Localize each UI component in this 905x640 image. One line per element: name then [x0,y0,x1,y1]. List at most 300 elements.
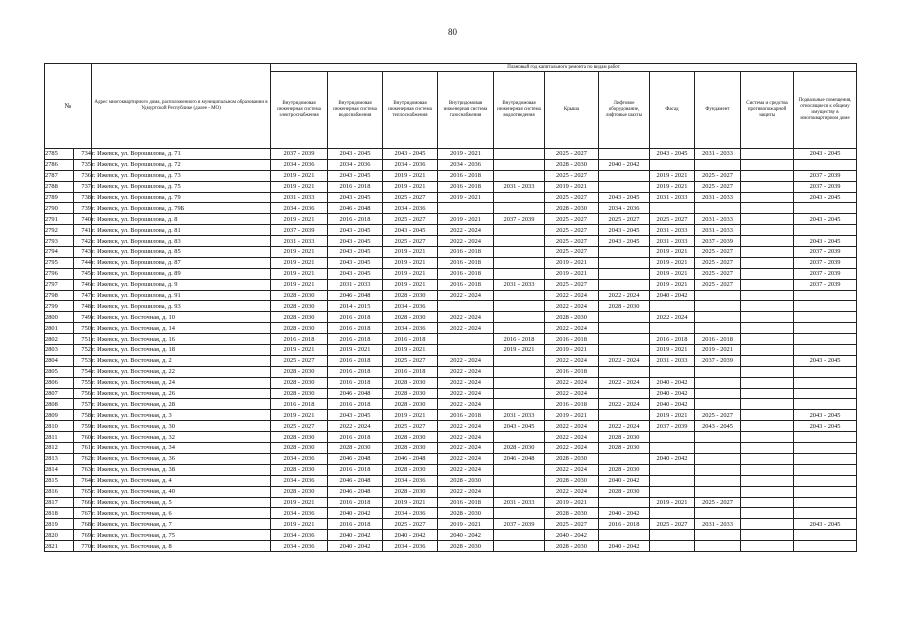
table-row [45,203,857,214]
table-row [45,410,857,421]
repair-period-cell [695,290,741,301]
repair-period-cell: 2025 - 2027 [695,257,741,268]
repair-period-cell: 2025 - 2027 [383,421,438,432]
repair-period-cell: 2019 - 2021 [695,345,741,356]
table-row [45,312,857,323]
row-number: 2816 [45,486,74,497]
repair-period-cell [741,247,794,258]
repair-period-cell [741,225,794,236]
repair-period-cell: 2028 - 2030 [438,508,494,519]
repair-period-cell: 2034 - 2036 [383,301,438,312]
municipal-row-number: 765 [74,486,92,497]
municipal-row-number: 756 [74,388,92,399]
row-number: 2807 [45,388,74,399]
repair-period-cell [494,388,545,399]
row-number: 2813 [45,453,74,464]
row-number: 2791 [45,214,74,225]
repair-period-cell [794,312,857,323]
municipal-row-number: 769 [74,530,92,541]
repair-period-cell [494,170,545,181]
repair-period-cell [741,355,794,366]
repair-period-cell: 2034 - 2036 [271,508,328,519]
repair-period-cell: 2034 - 2036 [383,323,438,334]
row-number: 2786 [45,159,74,170]
repair-period-cell [794,530,857,541]
repair-period-cell: 2022 - 2024 [545,323,599,334]
table-row [45,453,857,464]
repair-period-cell: 2040 - 2042 [599,475,650,486]
row-number: 2797 [45,279,74,290]
repair-period-cell [741,257,794,268]
repair-period-cell: 2016 - 2018 [438,181,494,192]
repair-period-cell: 2025 - 2027 [650,519,695,530]
repair-period-cell [599,530,650,541]
repair-period-cell: 2043 - 2045 [794,410,857,421]
municipal-row-number: 749 [74,312,92,323]
repair-period-cell: 2028 - 2030 [545,159,599,170]
repair-period-cell: 2046 - 2048 [494,453,545,464]
table-row [45,301,857,312]
repair-period-cell: 2025 - 2027 [545,247,599,258]
table-row [45,377,857,388]
repair-period-cell: 2016 - 2018 [438,257,494,268]
repair-period-cell: 2022 - 2024 [599,355,650,366]
table-row [45,290,857,301]
repair-period-cell: 2037 - 2039 [794,257,857,268]
repair-period-cell [741,323,794,334]
repair-period-cell: 2022 - 2024 [438,443,494,454]
municipal-row-number: 760 [74,432,92,443]
municipal-row-number: 763 [74,464,92,475]
repair-period-cell: 2019 - 2021 [650,279,695,290]
repair-period-cell: 2019 - 2021 [271,279,328,290]
municipal-row-number: 738 [74,192,92,203]
repair-period-cell: 2022 - 2024 [545,443,599,454]
repair-period-cell: 2025 - 2027 [695,170,741,181]
work-type-header: Внутридомовая инженерная система водоснабжения [328,72,383,149]
house-address: г. Ижевск, ул. Восточная, д. 28 [92,399,271,410]
repair-period-cell [741,432,794,443]
repair-period-cell: 2019 - 2021 [271,170,328,181]
repair-period-cell: 2022 - 2024 [438,388,494,399]
repair-period-cell: 2040 - 2042 [328,530,383,541]
repair-period-cell [494,159,545,170]
repair-period-cell: 2019 - 2021 [650,497,695,508]
repair-period-cell [599,497,650,508]
repair-period-cell [741,312,794,323]
table-row [45,508,857,519]
repair-period-cell: 2016 - 2018 [328,181,383,192]
repair-period-cell: 2031 - 2033 [650,192,695,203]
row-number: 2810 [45,421,74,432]
repair-period-cell: 2043 - 2045 [794,355,857,366]
repair-period-cell [494,192,545,203]
table-row [45,268,857,279]
row-number: 2795 [45,257,74,268]
municipal-row-number: 739 [74,203,92,214]
repair-period-cell: 2028 - 2030 [328,443,383,454]
repair-period-cell: 2019 - 2021 [271,410,328,421]
repair-period-cell: 2025 - 2027 [545,170,599,181]
repair-period-cell: 2019 - 2021 [650,247,695,258]
table-row [45,345,857,356]
repair-period-cell [494,355,545,366]
repair-period-cell [741,497,794,508]
page-number: 80 [448,27,457,37]
repair-period-cell: 2028 - 2030 [545,453,599,464]
repair-period-cell [494,377,545,388]
repair-period-cell [650,366,695,377]
repair-period-cell: 2031 - 2033 [271,236,328,247]
repair-period-cell: 2025 - 2027 [383,236,438,247]
row-number: 2805 [45,366,74,377]
repair-period-cell: 2040 - 2042 [383,530,438,541]
row-number: 2820 [45,530,74,541]
repair-period-cell: 2043 - 2045 [328,268,383,279]
repair-period-cell: 2034 - 2036 [271,453,328,464]
repair-period-cell: 2019 - 2021 [383,247,438,258]
repair-period-cell: 2025 - 2027 [695,181,741,192]
repair-period-cell: 2016 - 2018 [545,334,599,345]
row-number: 2818 [45,508,74,519]
repair-period-cell: 2028 - 2030 [599,432,650,443]
repair-period-cell: 2022 - 2024 [438,366,494,377]
repair-period-cell [695,486,741,497]
repair-period-cell: 2025 - 2027 [383,519,438,530]
repair-period-cell: 2016 - 2018 [328,399,383,410]
table-row [45,432,857,443]
repair-period-cell: 2028 - 2030 [599,486,650,497]
repair-period-cell: 2025 - 2027 [545,192,599,203]
row-number: 2796 [45,268,74,279]
repair-period-cell [650,432,695,443]
row-number: 2806 [45,377,74,388]
municipal-row-number: 768 [74,519,92,530]
repair-period-cell: 2037 - 2039 [494,214,545,225]
municipal-row-number: 758 [74,410,92,421]
capital-repair-schedule-table [44,63,857,552]
repair-period-cell: 2022 - 2024 [650,312,695,323]
repair-period-cell [599,181,650,192]
house-address: г. Ижевск, ул. Восточная, д. 2 [92,355,271,366]
repair-period-cell: 2043 - 2045 [328,236,383,247]
repair-period-cell: 2031 - 2033 [494,181,545,192]
repair-period-cell: 2028 - 2030 [271,377,328,388]
repair-period-cell [494,432,545,443]
repair-period-cell: 2022 - 2024 [545,432,599,443]
repair-period-cell [695,464,741,475]
repair-period-cell: 2034 - 2036 [271,541,328,552]
repair-period-cell: 2043 - 2045 [794,519,857,530]
house-address: г. Ижевск, ул. Восточная, д. 7 [92,519,271,530]
repair-period-cell [794,399,857,410]
house-address: г. Ижевск, ул. Восточная, д. 24 [92,377,271,388]
repair-period-cell [650,486,695,497]
repair-period-cell: 2022 - 2024 [438,312,494,323]
work-type-header: Внутридомовая инженерная система водоотведения [494,72,545,149]
repair-period-cell: 2046 - 2048 [383,453,438,464]
repair-period-cell: 2043 - 2045 [383,225,438,236]
house-address: г. Ижевск, ул. Восточная, д. 34 [92,443,271,454]
repair-period-cell [741,464,794,475]
repair-period-cell: 2043 - 2045 [328,247,383,258]
repair-period-cell: 2019 - 2021 [271,247,328,258]
repair-period-cell [741,388,794,399]
repair-period-cell: 2034 - 2036 [383,203,438,214]
row-number: 2793 [45,236,74,247]
repair-period-cell [695,312,741,323]
address-column-header: Адрес многоквартирного дома, расположенного в муниципальном образовании в Удмуртской Республике (далее - МО) [92,64,271,149]
repair-period-cell: 2028 - 2030 [545,312,599,323]
table-row [45,192,857,203]
repair-period-cell: 2031 - 2033 [650,355,695,366]
repair-period-cell: 2043 - 2045 [794,192,857,203]
repair-period-cell: 2046 - 2048 [328,453,383,464]
row-number: 2799 [45,301,74,312]
repair-period-cell: 2025 - 2027 [545,225,599,236]
repair-period-cell: 2028 - 2030 [271,290,328,301]
repair-period-cell: 2040 - 2042 [545,530,599,541]
repair-period-cell: 2016 - 2018 [383,366,438,377]
repair-period-cell: 2019 - 2021 [494,345,545,356]
repair-period-cell [438,334,494,345]
repair-period-cell [695,323,741,334]
repair-period-cell: 2019 - 2021 [383,279,438,290]
repair-period-cell: 2019 - 2021 [271,268,328,279]
row-number: 2794 [45,247,74,258]
repair-period-cell: 2025 - 2027 [545,214,599,225]
house-address: г. Ижевск, ул. Ворошилова, д. 91 [92,290,271,301]
repair-period-cell: 2040 - 2042 [650,388,695,399]
repair-period-cell [695,541,741,552]
municipal-row-number: 750 [74,323,92,334]
table-row [45,399,857,410]
repair-period-cell: 2022 - 2024 [438,432,494,443]
house-address: г. Ижевск, ул. Ворошилова, д. 75 [92,181,271,192]
repair-period-cell: 2019 - 2021 [328,345,383,356]
table-row [45,159,857,170]
repair-period-cell [494,312,545,323]
repair-period-cell: 2019 - 2021 [438,214,494,225]
municipal-row-number: 751 [74,334,92,345]
repair-period-cell: 2019 - 2021 [271,214,328,225]
repair-period-cell [695,475,741,486]
repair-period-cell: 2037 - 2039 [271,149,328,160]
repair-period-cell [794,475,857,486]
repair-period-cell: 2019 - 2021 [650,170,695,181]
repair-period-cell: 2031 - 2033 [494,410,545,421]
repair-period-cell: 2028 - 2030 [271,388,328,399]
repair-period-cell: 2022 - 2024 [438,355,494,366]
row-number: 2819 [45,519,74,530]
table-row [45,530,857,541]
repair-period-cell: 2016 - 2018 [328,377,383,388]
row-number: 2788 [45,181,74,192]
repair-period-cell: 2014 - 2015 [328,301,383,312]
repair-period-cell: 2034 - 2036 [271,530,328,541]
municipal-row-number: 744 [74,257,92,268]
municipal-row-number: 766 [74,497,92,508]
repair-period-cell: 2046 - 2048 [328,486,383,497]
repair-period-cell: 2019 - 2021 [383,345,438,356]
repair-period-cell: 2025 - 2027 [383,355,438,366]
house-address: г. Ижевск, ул. Восточная, д. 6 [92,508,271,519]
work-type-header: Лифтовое оборудование, лифтовые шахты [599,72,650,149]
house-address: г. Ижевск, ул. Ворошилова, д. 71 [92,149,271,160]
repair-period-cell: 2043 - 2045 [328,192,383,203]
table-row [45,181,857,192]
repair-period-cell: 2043 - 2045 [794,149,857,160]
repair-period-cell: 2022 - 2024 [545,464,599,475]
repair-period-cell: 2025 - 2027 [545,279,599,290]
repair-period-cell: 2043 - 2045 [328,257,383,268]
municipal-row-number: 759 [74,421,92,432]
repair-period-cell: 2043 - 2045 [328,225,383,236]
repair-period-cell: 2019 - 2021 [650,268,695,279]
repair-period-cell [741,170,794,181]
repair-period-cell: 2022 - 2024 [599,290,650,301]
repair-period-cell [741,410,794,421]
repair-period-cell: 2037 - 2039 [794,279,857,290]
repair-period-cell: 2028 - 2030 [383,290,438,301]
repair-period-cell: 2037 - 2039 [695,355,741,366]
row-number: 2785 [45,149,74,160]
repair-period-cell [794,486,857,497]
repair-period-cell: 2019 - 2021 [650,257,695,268]
house-address: г. Ижевск, ул. Восточная, д. 16 [92,334,271,345]
house-address: г. Ижевск, ул. Ворошилова, д. 79 [92,192,271,203]
repair-period-cell: 2019 - 2021 [383,170,438,181]
repair-period-cell [741,486,794,497]
municipal-row-number: 746 [74,279,92,290]
table-row [45,149,857,160]
repair-period-cell [494,530,545,541]
municipal-row-number: 757 [74,399,92,410]
repair-period-cell [741,399,794,410]
repair-period-cell: 2037 - 2039 [794,247,857,258]
repair-period-cell: 2016 - 2018 [271,399,328,410]
repair-period-cell [599,312,650,323]
repair-period-cell: 2037 - 2039 [794,170,857,181]
repair-period-cell [695,443,741,454]
repair-period-cell [741,181,794,192]
plan-title-header: Плановый год капитального ремонта по видам работ [271,64,857,72]
municipal-row-number: 741 [74,225,92,236]
repair-period-cell: 2022 - 2024 [438,399,494,410]
repair-period-cell: 2028 - 2030 [383,443,438,454]
house-address: г. Ижевск, ул. Ворошилова, д. 79Б [92,203,271,214]
repair-period-cell [494,475,545,486]
repair-period-cell [650,323,695,334]
municipal-row-number: 742 [74,236,92,247]
municipal-row-number: 762 [74,453,92,464]
house-address: г. Ижевск, ул. Восточная, д. 26 [92,388,271,399]
repair-period-cell: 2025 - 2027 [599,214,650,225]
repair-period-cell [741,149,794,160]
work-type-header: Внутридомовая инженерная система газоснабжения [438,72,494,149]
repair-period-cell: 2028 - 2030 [271,486,328,497]
repair-period-cell: 2043 - 2045 [794,236,857,247]
repair-period-cell [494,257,545,268]
repair-period-cell [695,301,741,312]
repair-period-cell: 2028 - 2030 [383,432,438,443]
table-row [45,247,857,258]
repair-period-cell: 2040 - 2042 [599,541,650,552]
table-row [45,443,857,454]
repair-period-cell: 2025 - 2027 [271,421,328,432]
repair-period-cell [695,508,741,519]
repair-period-cell [494,366,545,377]
repair-period-cell: 2025 - 2027 [383,214,438,225]
repair-period-cell: 2028 - 2030 [271,312,328,323]
row-number: 2789 [45,192,74,203]
repair-period-cell: 2022 - 2024 [545,486,599,497]
repair-period-cell: 2016 - 2018 [695,334,741,345]
house-address: г. Ижевск, ул. Восточная, д. 5 [92,497,271,508]
repair-period-cell: 2028 - 2030 [383,464,438,475]
repair-period-cell: 2022 - 2024 [438,290,494,301]
repair-period-cell: 2037 - 2039 [494,519,545,530]
repair-period-cell: 2028 - 2030 [599,464,650,475]
repair-period-cell: 2019 - 2021 [438,149,494,160]
house-address: г. Ижевск, ул. Восточная, д. 4 [92,475,271,486]
repair-period-cell [794,453,857,464]
repair-period-cell: 2019 - 2021 [650,345,695,356]
repair-period-cell: 2046 - 2048 [328,203,383,214]
house-address: г. Ижевск, ул. Ворошилова, д. 8 [92,214,271,225]
repair-period-cell: 2022 - 2024 [438,225,494,236]
repair-period-cell [599,453,650,464]
repair-period-cell: 2022 - 2024 [545,421,599,432]
repair-period-cell: 2025 - 2027 [545,149,599,160]
repair-period-cell: 2040 - 2042 [328,508,383,519]
repair-period-cell: 2019 - 2021 [545,345,599,356]
municipal-row-number: 753 [74,355,92,366]
repair-period-cell: 2016 - 2018 [383,334,438,345]
repair-period-cell [695,159,741,170]
repair-period-cell: 2031 - 2033 [328,279,383,290]
house-address: г. Ижевск, ул. Восточная, д. 22 [92,366,271,377]
repair-period-cell: 2022 - 2024 [545,355,599,366]
repair-period-cell: 2037 - 2039 [271,225,328,236]
repair-period-cell [695,399,741,410]
repair-period-cell [741,192,794,203]
repair-period-cell: 2016 - 2018 [328,464,383,475]
repair-period-cell [695,530,741,541]
repair-period-cell: 2034 - 2036 [271,159,328,170]
repair-period-cell: 2043 - 2045 [599,236,650,247]
repair-period-cell: 2031 - 2033 [494,497,545,508]
repair-period-cell [794,345,857,356]
repair-period-cell: 2016 - 2018 [438,268,494,279]
municipal-row-number: 761 [74,443,92,454]
repair-period-cell [695,377,741,388]
row-number: 2801 [45,323,74,334]
repair-period-cell [741,475,794,486]
repair-period-cell: 2028 - 2030 [271,432,328,443]
repair-period-cell [494,290,545,301]
repair-period-cell: 2043 - 2045 [794,214,857,225]
house-address: г. Ижевск, ул. Ворошилова, д. 73 [92,170,271,181]
table-row [45,355,857,366]
repair-period-cell: 2016 - 2018 [328,323,383,334]
house-address: г. Ижевск, ул. Ворошилова, д. 81 [92,225,271,236]
work-type-header: Фундамент [695,72,741,149]
municipal-row-number: 743 [74,247,92,258]
municipal-row-number: 755 [74,377,92,388]
repair-period-cell: 2046 - 2048 [328,388,383,399]
municipal-row-number: 745 [74,268,92,279]
